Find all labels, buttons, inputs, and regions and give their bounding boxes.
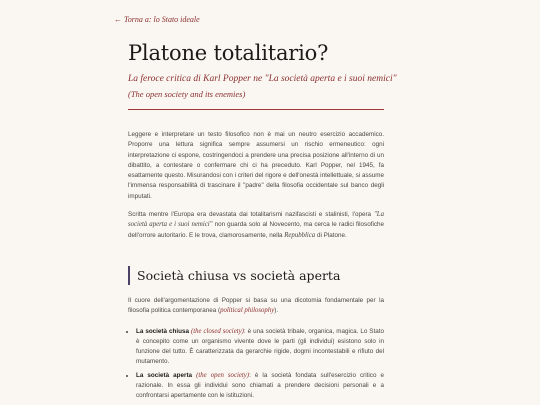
list-item <box>136 327 384 368</box>
list-item <box>136 371 384 402</box>
intro-paragraph-2 <box>128 210 384 241</box>
section-p-text-a: Il cuore dell'argomentazione di Popper si basa su una dicotomia fondamentale per la filosofia politica contemporanea ( <box>128 296 384 315</box>
list-item-term: La società aperta <box>136 371 193 379</box>
intro-p2-text-b: non guarda solo al Novecento, ma cerca le radici filosofiche dell'orrore autoritario. E le trova, clamorosamente, nella <box>128 221 384 239</box>
back-link[interactable]: ← Torna a: lo Stato ideale <box>114 15 200 24</box>
list-item-english: (the open society) <box>196 371 250 379</box>
list-item-text: : è una società tribale, organica, magica. Lo Stato è concepito come un organismo vivente dove le parti (gli individui) esistono solo in funzione del tutto. È caratterizzata da gerarchie rigide, dogmi incontestabili e rifiuto del mutamento. <box>136 327 385 366</box>
intro-paragraph-1: Leggere e interpretare un testo filosofico non è mai un neutro esercizio accademico. Proporre una lettura significa sempre assumersi un rischio ermeneutico: ogni interpretazione ci espone, costringendoci a prendere una precisa posizione all'interno di un dibattito, a contestare o confermare chi ci ha preceduto. Karl Popper, nel 1945, fa esattamente questo. Misurandosi con i criteri del rigore e dell'onestà intellettuale, si assume l'immensa responsabilità di trascinare il "padre" della filosofia occidentale sul banco degli imputati. <box>128 131 384 200</box>
republic-title: Repubblica <box>284 231 316 239</box>
list-item-text: : è la società fondata sull'esercizio critico e razionale. In essa gli individui sono chiamati a prendere decisioni personali e a confrontarsi apertamente con le istituzioni. <box>136 371 385 400</box>
page-title: Platone totalitario? <box>128 41 329 65</box>
list-item-term: La società chiusa <box>136 327 189 335</box>
intro-p2-text-a: Scritta mentre l'Europa era devastata dai totalitarismi nazifascisti e stalinisti, l'opera <box>128 211 374 219</box>
intro-p2-text-c: di Platone. <box>315 231 347 239</box>
title-divider <box>128 109 384 110</box>
section-p-text-b: ). <box>274 307 279 315</box>
list-item-english: (the closed society) <box>190 327 244 335</box>
section-paragraph <box>128 296 384 317</box>
term-political-philosophy: political philosophy <box>220 307 275 315</box>
definition-list <box>128 327 384 402</box>
article <box>128 39 397 405</box>
subtitle-english: (The open society and its enemies) <box>128 89 246 99</box>
subtitle: La feroce critica di Karl Popper ne "La società aperta e i suoi nemici" <box>128 74 397 84</box>
section-heading: Società chiusa vs società aperta <box>128 266 384 285</box>
book-title: "La società aperta e i suoi nemici" <box>128 211 384 229</box>
